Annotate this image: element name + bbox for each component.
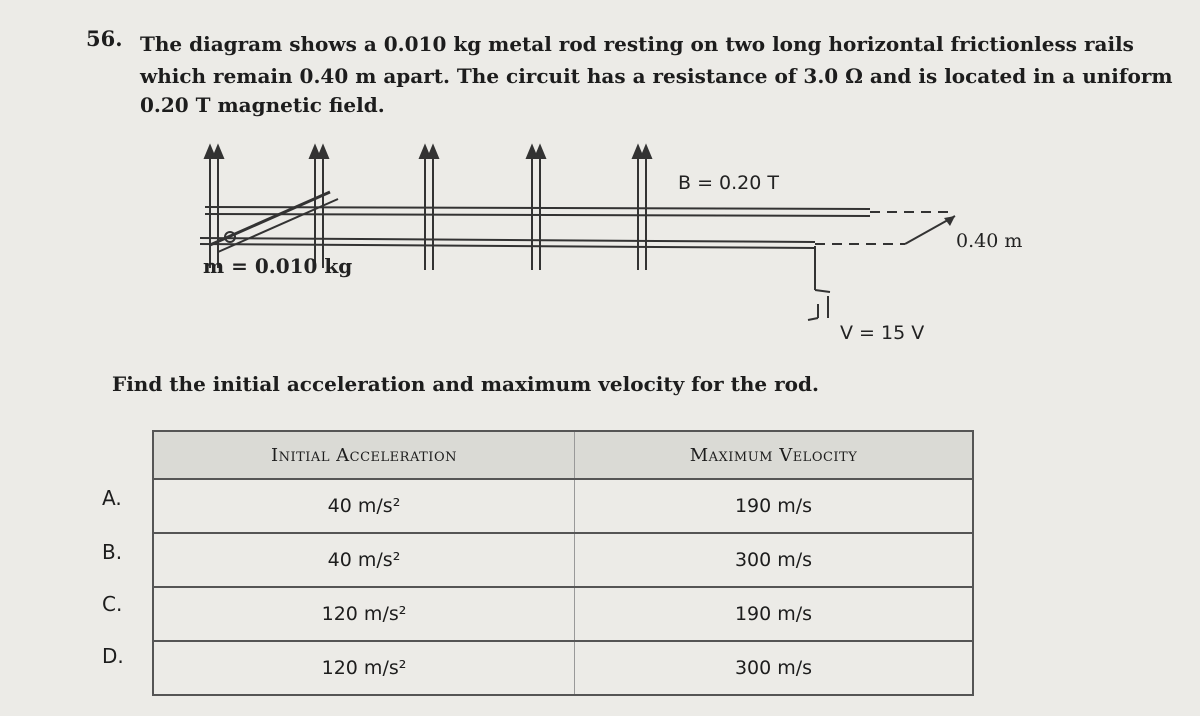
velocity-cell: 190 m/s xyxy=(575,587,974,641)
answer-table xyxy=(152,430,974,696)
question-number: 56. xyxy=(86,26,123,51)
velocity-cell: 300 m/s xyxy=(575,641,974,695)
header-initial-acceleration: Initial Acceleration xyxy=(153,431,575,479)
acceleration-cell: 120 m/s² xyxy=(153,587,575,641)
table-row[interactable] xyxy=(153,479,973,533)
table-header-row xyxy=(153,431,973,479)
acceleration-cell: 120 m/s² xyxy=(153,641,575,695)
table-row[interactable] xyxy=(153,641,973,695)
far-rail xyxy=(205,207,870,209)
question-text-line-1: The diagram shows a 0.010 kg metal rod resting on two long horizontal frictionless rails xyxy=(140,32,1134,56)
metal-rod xyxy=(210,192,330,245)
acceleration-cell: 40 m/s² xyxy=(153,479,575,533)
question-text-line-2: which remain 0.40 m apart. The circuit has a resistance of 3.0 Ω and is located in a uniform xyxy=(140,64,1173,88)
velocity-cell: 300 m/s xyxy=(575,533,974,587)
question-text-line-3: 0.20 T magnetic field. xyxy=(140,93,385,117)
acceleration-cell: 40 m/s² xyxy=(153,533,575,587)
table-row[interactable] xyxy=(153,587,973,641)
velocity-cell: 190 m/s xyxy=(575,479,974,533)
voltage-label: V = 15 V xyxy=(840,322,925,344)
option-letter-d[interactable]: D. xyxy=(102,644,124,668)
option-letter-b[interactable]: B. xyxy=(102,540,123,564)
mass-label: m = 0.010 kg xyxy=(203,254,353,278)
option-letter-c[interactable]: C. xyxy=(102,592,123,616)
option-letter-a[interactable]: A. xyxy=(102,486,122,510)
near-rail-edge xyxy=(200,244,815,248)
near-rail xyxy=(200,238,815,242)
field-label: B = 0.20 T xyxy=(678,172,779,194)
table-row[interactable] xyxy=(153,533,973,587)
width-label: 0.40 m xyxy=(956,230,1023,252)
header-maximum-velocity: Maximum Velocity xyxy=(575,431,974,479)
question-prompt: Find the initial acceleration and maximum velocity for the rod. xyxy=(112,372,819,396)
